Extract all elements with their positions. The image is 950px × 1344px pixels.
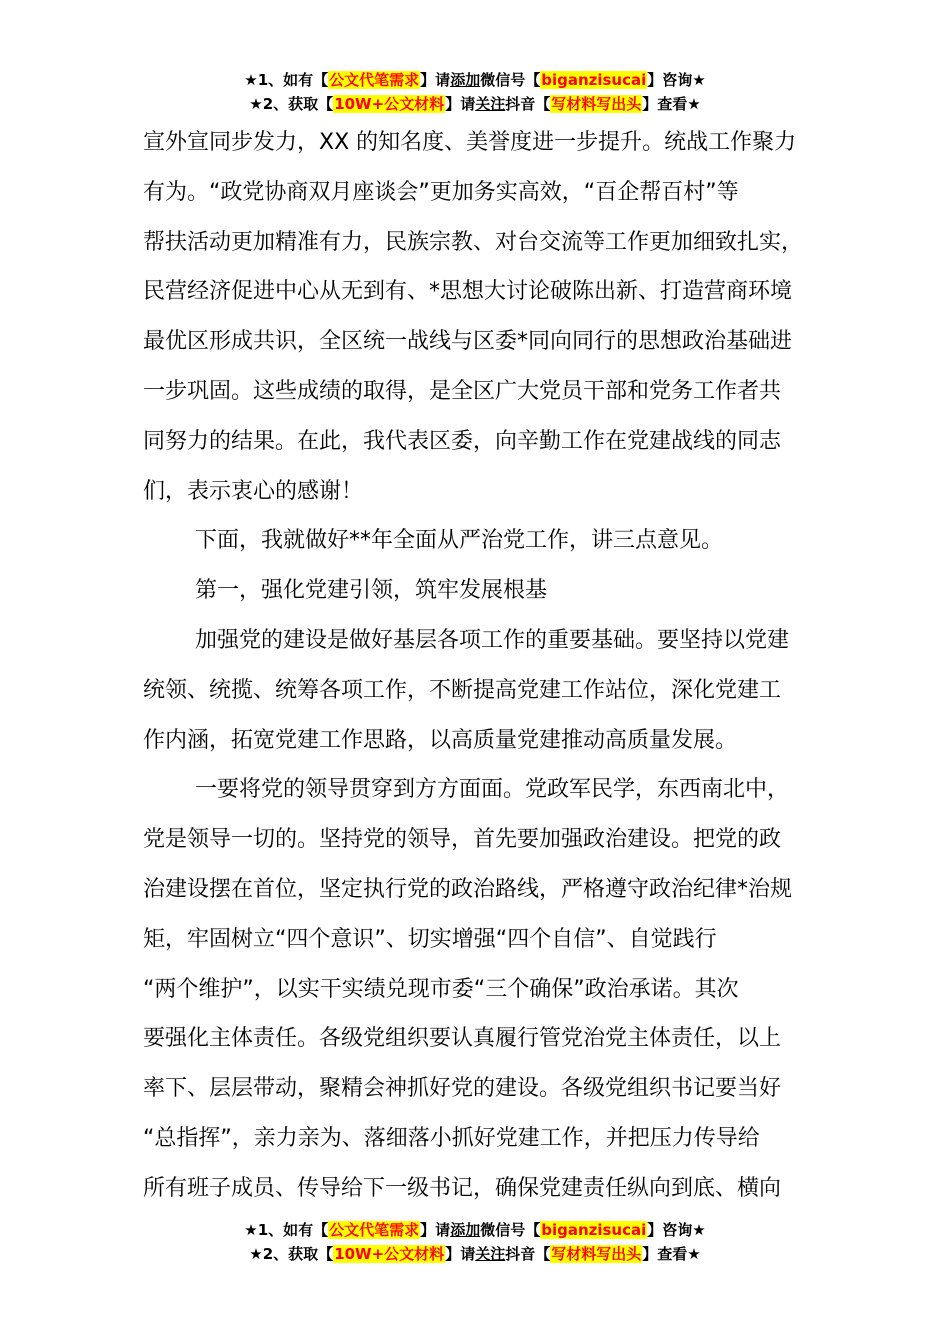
paragraph-intro: 下面，我就做好**年全面从严治党工作，讲三点意见。 (195, 528, 724, 554)
banner-text: 】查看★ (642, 95, 701, 113)
banner-text: 】请 (445, 95, 476, 113)
body-line: 率下、层层带动，聚精会神抓好党的建设。各级党组织书记要当好 (143, 1076, 782, 1102)
banner-highlight-materials: 10W+公文材料 (334, 95, 445, 113)
body-line: “两个维护”，以实干实绩兑现市委“三个确保”政治承诺。其次 (143, 976, 739, 1002)
body-line: 宣外宣同步发力，XX 的知名度、美誉度进一步提升。统战工作聚力 (143, 130, 797, 155)
body-line: “总指挥”，亲力亲为、落细落小抓好党建工作，并把压力传导给 (143, 1125, 760, 1151)
banner-text: 】查看★ (642, 1245, 701, 1263)
header-banner (0, 68, 950, 116)
body-line: 党是领导一切的。坚持党的领导，首先要加强政治建设。把党的政 (143, 827, 782, 853)
body-line: 矩，牢固树立“四个意识”、切实增强“四个自信”、自觉践行 (143, 926, 717, 952)
banner-text: 】请 (420, 71, 451, 89)
banner-text: 抖音【 (505, 95, 551, 113)
banner-text: ★1、如有【 (244, 71, 329, 89)
banner-text: 微信号【 (480, 1221, 541, 1239)
banner-highlight-materials: 10W+公文材料 (334, 1245, 445, 1263)
banner-highlight-service: 公文代笔需求 (329, 1221, 420, 1239)
banner-text: 】咨询★ (647, 71, 706, 89)
banner-underlined-text: 添加 (450, 71, 481, 89)
banner-text: 】咨询★ (647, 1221, 706, 1239)
header-banner-line-2 (0, 92, 950, 116)
banner-highlight-account: 写材料写出头 (551, 95, 642, 113)
banner-text: 抖音【 (505, 1245, 551, 1263)
body-line: 所有班子成员、传导给下一级书记，确保党建责任纵向到底、横向 (143, 1175, 782, 1201)
body-line: 治建设摆在首位，坚定执行党的政治路线，严格遵守政治纪律*治规 (143, 876, 793, 902)
body-line: 有为。“政党协商双月座谈会”更加务实高效，“百企帮百村”等 (143, 179, 739, 205)
banner-text: 】请 (420, 1221, 451, 1239)
header-banner-line-1 (0, 68, 950, 92)
banner-underlined-text: 关注 (475, 95, 506, 113)
body-line: 同努力的结果。在此，我代表区委，向辛勤工作在党建战线的同志 (143, 428, 782, 454)
body-line: 最优区形成共识，全区统一战线与区委*同向同行的思想政治基础进 (143, 329, 793, 355)
banner-underlined-text: 添加 (450, 1221, 481, 1239)
body-line: 要强化主体责任。各级党组织要认真履行管党治党主体责任，以上 (143, 1026, 782, 1052)
body-line: 们，表示衷心的感谢！ (143, 478, 364, 504)
body-line: 加强党的建设是做好基层各项工作的重要基础。要坚持以党建 (195, 627, 790, 653)
body-line: 一步巩固。这些成绩的取得，是全区广大党员干部和党务工作者共 (143, 378, 782, 404)
body-line: 统领、统揽、统筹各项工作，不断提高党建工作站位，深化党建工 (143, 677, 782, 703)
banner-text: ★2、获取【 (249, 1245, 334, 1263)
banner-highlight-wechat-id: biganzisucai (541, 71, 647, 89)
footer-banner-line-1 (0, 1218, 950, 1242)
body-line: 作内涵，拓宽党建工作思路，以高质量党建推动高质量发展。 (143, 727, 738, 753)
footer-banner (0, 1218, 950, 1266)
body-line: 帮扶活动更加精准有力，民族宗教、对台交流等工作更加细致扎实， (143, 229, 804, 255)
banner-text: ★2、获取【 (249, 95, 334, 113)
banner-text: 微信号【 (480, 71, 541, 89)
banner-underlined-text: 关注 (475, 1245, 506, 1263)
body-line: 一要将党的领导贯穿到方方面面。党政军民学，东西南北中， (195, 777, 790, 803)
banner-highlight-wechat-id: biganzisucai (541, 1221, 647, 1239)
banner-highlight-service: 公文代笔需求 (329, 71, 420, 89)
banner-text: ★1、如有【 (244, 1221, 329, 1239)
banner-text: 】请 (445, 1245, 476, 1263)
footer-banner-line-2 (0, 1242, 950, 1266)
section-heading: 第一，强化党建引领，筑牢发展根基 (195, 578, 548, 604)
document-body (143, 118, 808, 1214)
body-line: 民营经济促进中心从无到有、*思想大讨论破陈出新、打造营商环境 (143, 279, 793, 305)
banner-highlight-account: 写材料写出头 (551, 1245, 642, 1263)
